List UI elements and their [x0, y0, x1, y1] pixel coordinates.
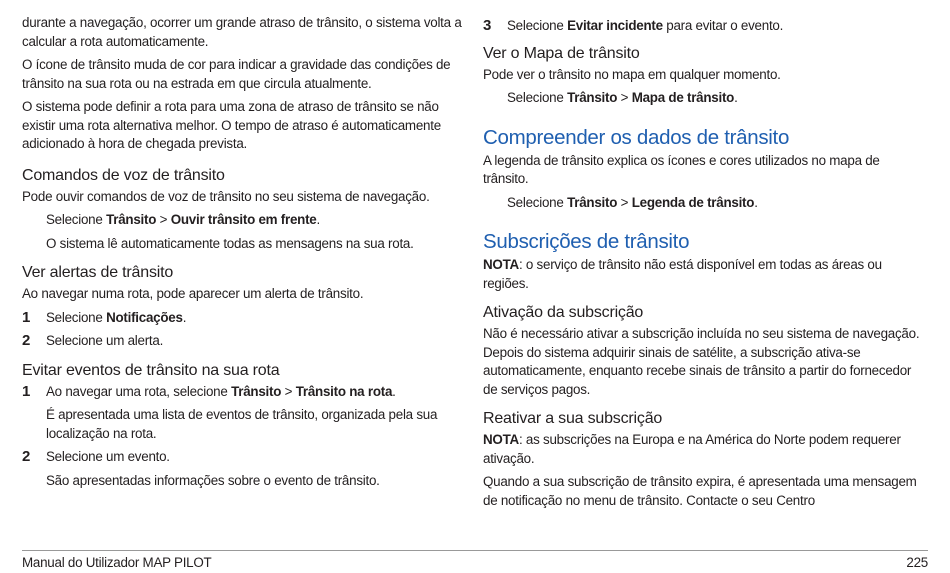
voice-intro: Pode ouvir comandos de voz de trânsito no seu sistema de navegação. [22, 188, 430, 204]
menu-transito: Trânsito [567, 90, 618, 105]
alerts-step-2: 2 Selecione um alerta. [22, 332, 164, 349]
note-label: NOTA [483, 257, 519, 272]
alerts-step-1: 1 Selecione Notificações. [22, 308, 187, 326]
avoid-step-2-note: São apresentadas informações sobre o evento de trânsito. [46, 472, 380, 488]
page-footer [22, 550, 928, 573]
menu-legenda-transito: Legenda de trânsito [631, 194, 755, 210]
heading-subscriptions: Subscrições de trânsito [483, 230, 690, 253]
paragraph-reroute: durante a navegação, ocorrer um grande atraso de trânsito, o sistema volta a calcular a rota automaticamente. [22, 15, 462, 49]
reactivate-text: Quando a sua subscrição de trânsito expira, é apresentada uma mensagem de notificação no menu de trânsito. Contacte o seu Centro [483, 474, 917, 508]
voice-note: O sistema lê automaticamente todas as mensagens na sua rota. [46, 235, 414, 251]
note-label: NOTA [483, 432, 519, 447]
menu-transito-na-rota: Trânsito na rota [295, 383, 393, 399]
step-number: 2 [22, 448, 31, 465]
heading-understand-data: Compreender os dados de trânsito [483, 125, 790, 149]
menu-ouvir-transito: Ouvir trânsito em frente [170, 212, 317, 227]
subs-note: NOTA: o serviço de trânsito não está disponível em todas as áreas ou regiões. [483, 257, 882, 291]
understand-instruction: Selecione Trânsito > Legenda de trânsito. [507, 194, 758, 210]
map-instruction: Selecione Trânsito > Mapa de trânsito. [507, 90, 738, 105]
activation-text: Não é necessário ativar a subscrição incluída no seu sistema de navegação. Depois do sistema adquirir sinais de satélite, a subscrição ativa-se automaticamente, enquanto recebe sinais de trânsito a partir do fornecedor de serviços pagos. [483, 326, 920, 397]
step-number: 1 [22, 308, 31, 326]
avoid-step-1-note: É apresentada uma lista de eventos de trânsito, organizada pela sua localização na rota. [46, 407, 438, 441]
menu-transito: Trânsito [106, 212, 157, 227]
heading-avoid-events: Evitar eventos de trânsito na sua rota [22, 361, 280, 379]
understand-intro: A legenda de trânsito explica os ícones e cores utilizados no mapa de trânsito. [483, 152, 880, 186]
paragraph-icon-color: O ícone de trânsito muda de cor para indicar a gravidade das condições de trânsito na sua rota ou na estrada em que circula atualmente. [22, 57, 451, 91]
alerts-intro: Ao navegar numa rota, pode aparecer um alerta de trânsito. [22, 286, 364, 301]
voice-instruction: Selecione Trânsito > Ouvir trânsito em frente. [46, 212, 320, 227]
menu-transito: Trânsito [231, 383, 282, 399]
right-column [483, 14, 928, 510]
avoid-step-1: 1 Ao navegar uma rota, selecione Trânsito > Trânsito na rota. [22, 382, 396, 400]
menu-notificacoes: Notificações [106, 309, 183, 325]
heading-voice-commands: Comandos de voz de trânsito [22, 166, 225, 184]
paragraph-delay: O sistema pode definir a rota para uma zona de atraso de trânsito se não existir uma rota alternativa melhor. O tempo de atraso é automaticamente adicionado à hora de chegada prevista. [22, 99, 441, 151]
map-intro: Pode ver o trânsito no mapa em qualquer momento. [483, 66, 781, 82]
heading-traffic-map: Ver o Mapa de trânsito [483, 44, 640, 62]
heading-traffic-alerts: Ver alertas de trânsito [22, 264, 174, 281]
menu-evitar-incidente: Evitar incidente [567, 18, 663, 33]
heading-reactivate: Reativar a sua subscrição [483, 410, 663, 427]
step-number: 2 [22, 332, 31, 349]
menu-mapa-transito: Mapa de trânsito [631, 90, 735, 105]
heading-activation: Ativação da subscrição [483, 304, 644, 321]
menu-transito: Trânsito [567, 194, 618, 210]
manual-title: Manual do Utilizador MAP PILOT [22, 555, 212, 570]
avoid-step-2: 2 Selecione um evento. [22, 448, 170, 465]
page-number: 225 [906, 555, 928, 570]
left-column [22, 14, 462, 490]
reactivate-note: NOTA: as subscrições na Europa e na América do Norte podem requerer ativação. [483, 432, 901, 466]
step-number: 3 [483, 17, 492, 34]
avoid-step-3: 3 Selecione Evitar incidente para evitar o evento. [483, 17, 784, 34]
step-number: 1 [22, 382, 31, 400]
